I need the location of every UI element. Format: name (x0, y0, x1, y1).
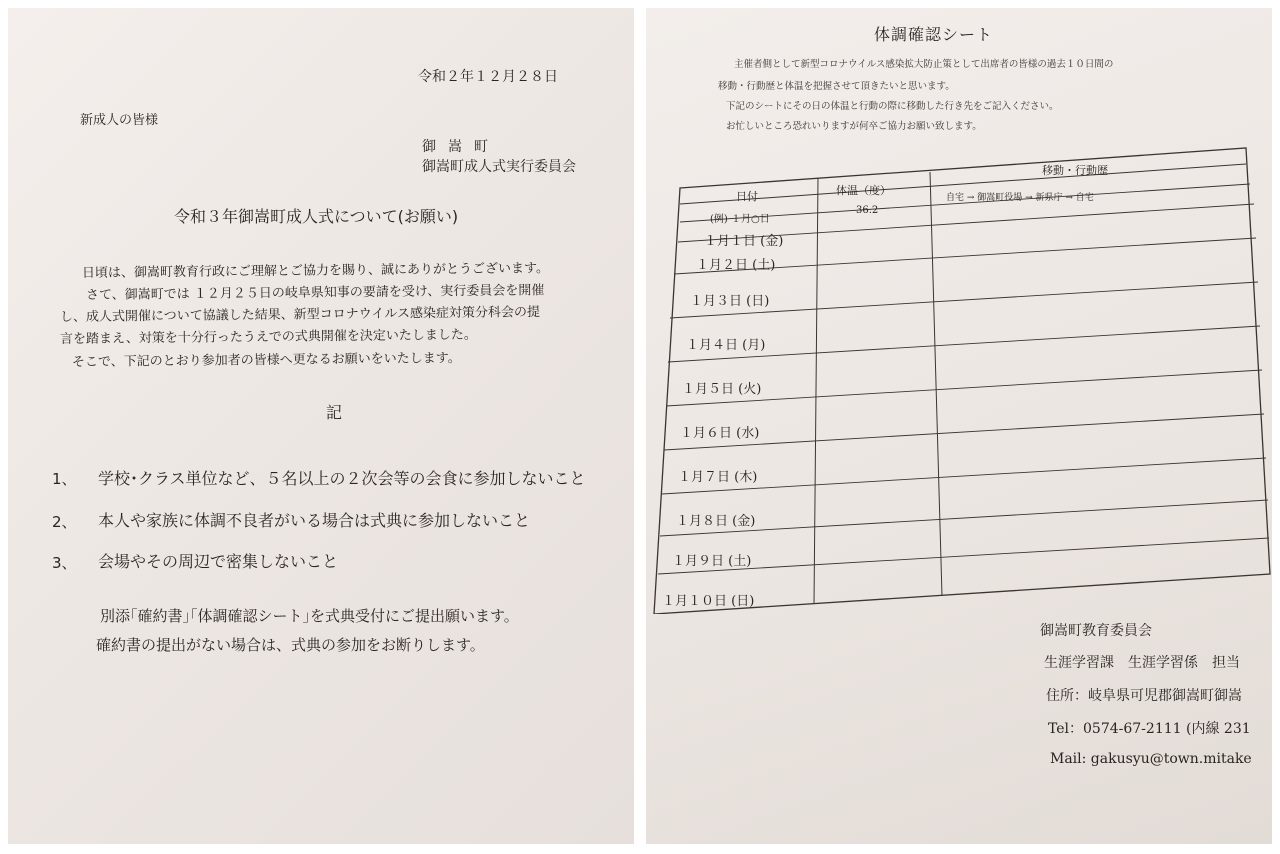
ki-heading: 記 (326, 403, 343, 422)
example-temp: 36.2 (856, 205, 879, 216)
item-text: 会場やその周辺で密集しないこと (98, 552, 339, 571)
notice-letter-page (8, 8, 634, 844)
letter-addressee: 新成人の皆様 (80, 113, 159, 128)
example-date: (例) １月○日 (710, 214, 770, 225)
row-date: １月６日 (水) (680, 426, 760, 441)
intro-line: 下記のシートにその日の体温と行動の際に移動した行き先をご記入ください。 (726, 101, 1059, 112)
body-line: そこで、下記のとおり参加者の皆様へ更なるお願いをいたします。 (71, 350, 461, 370)
footer-mail: Mail: gakusyu@town.mitake (1050, 751, 1252, 767)
item-number: 3、 (52, 554, 77, 572)
footer-org: 御嵩町教育委員会 (1040, 623, 1152, 639)
row-date: １月３日 (日) (690, 294, 770, 309)
row-date: １月４日 (月) (686, 338, 766, 353)
header-history: 移動・行動歴 (1042, 164, 1108, 177)
row-date: １月２日 (土) (696, 258, 776, 273)
body-line: 日頃は、御嵩町教育行政にご理解とご協力を賜り、誠にありがとうございます。 (81, 261, 550, 281)
row-date: １月７日 (木) (678, 470, 758, 485)
item-text: 学校･クラス単位など、５名以上の２次会等の会食に参加しないこと (98, 469, 586, 488)
footer-tel: Tel：0574-67-2111 (内線 231 (1048, 721, 1251, 737)
item-number: 2、 (52, 513, 77, 531)
submission-note: 別添｢確約書｣｢体調確認シート｣を式典受付にご提出願います。 (100, 607, 519, 625)
body-line: さて、御嵩町では １２月２５日の岐阜県知事の要請を受け、実行委員会を開催 (85, 283, 545, 303)
header-date: 日付 (736, 190, 758, 203)
sender-committee: 御嵩町成人式実行委員会 (422, 159, 576, 175)
row-date: １月１日 (金) (704, 234, 784, 249)
row-date: １月９日 (土) (672, 554, 752, 569)
body-line: 言を踏まえ、対策を十分行ったうえでの式典開催を決定いたしました。 (59, 327, 477, 347)
letter-title: 令和３年御嵩町成人式について(お願い) (174, 207, 459, 226)
item-text: 本人や家族に体調不良者がいる場合は式典に参加しないこと (98, 511, 531, 530)
row-date: １月８日 (金) (676, 514, 756, 529)
header-temp: 体温（度） (836, 184, 891, 197)
footer-address: 住所：岐阜県可児郡御嵩町御嵩 (1046, 688, 1242, 704)
body-line: し、成人式開催について協議した結果、新型コロナウイルス感染症対策分科会の提 (59, 304, 541, 325)
row-date: １月１０日 (日) (662, 594, 755, 609)
example-history: 自宅 → 御嵩町役場 → 新県庁 → 自宅 (946, 193, 1094, 203)
sender-town: 御嵩町 (422, 139, 500, 155)
health-check-table (650, 144, 1272, 614)
sheet-title: 体調確認シート (874, 25, 994, 44)
letter-date: 令和２年１２月２８日 (418, 69, 558, 85)
intro-line: 移動・行動歴と体温を把握させて頂きたいと思います。 (718, 81, 955, 92)
row-date: １月５日 (火) (682, 382, 762, 397)
intro-line: お忙しいところ恐れいりますが何卒ご協力お願い致します。 (726, 121, 982, 132)
item-number: 1、 (52, 470, 77, 488)
footer-dept: 生涯学習課 生涯学習係 担当 (1044, 655, 1240, 671)
intro-line: 主催者側として新型コロナウイルス感染拡大防止策として出席者の皆様の過去１０日間の (734, 59, 1114, 70)
health-check-sheet-page (646, 8, 1272, 844)
submission-note: 確約書の提出がない場合は、式典の参加をお断りします。 (96, 636, 485, 654)
